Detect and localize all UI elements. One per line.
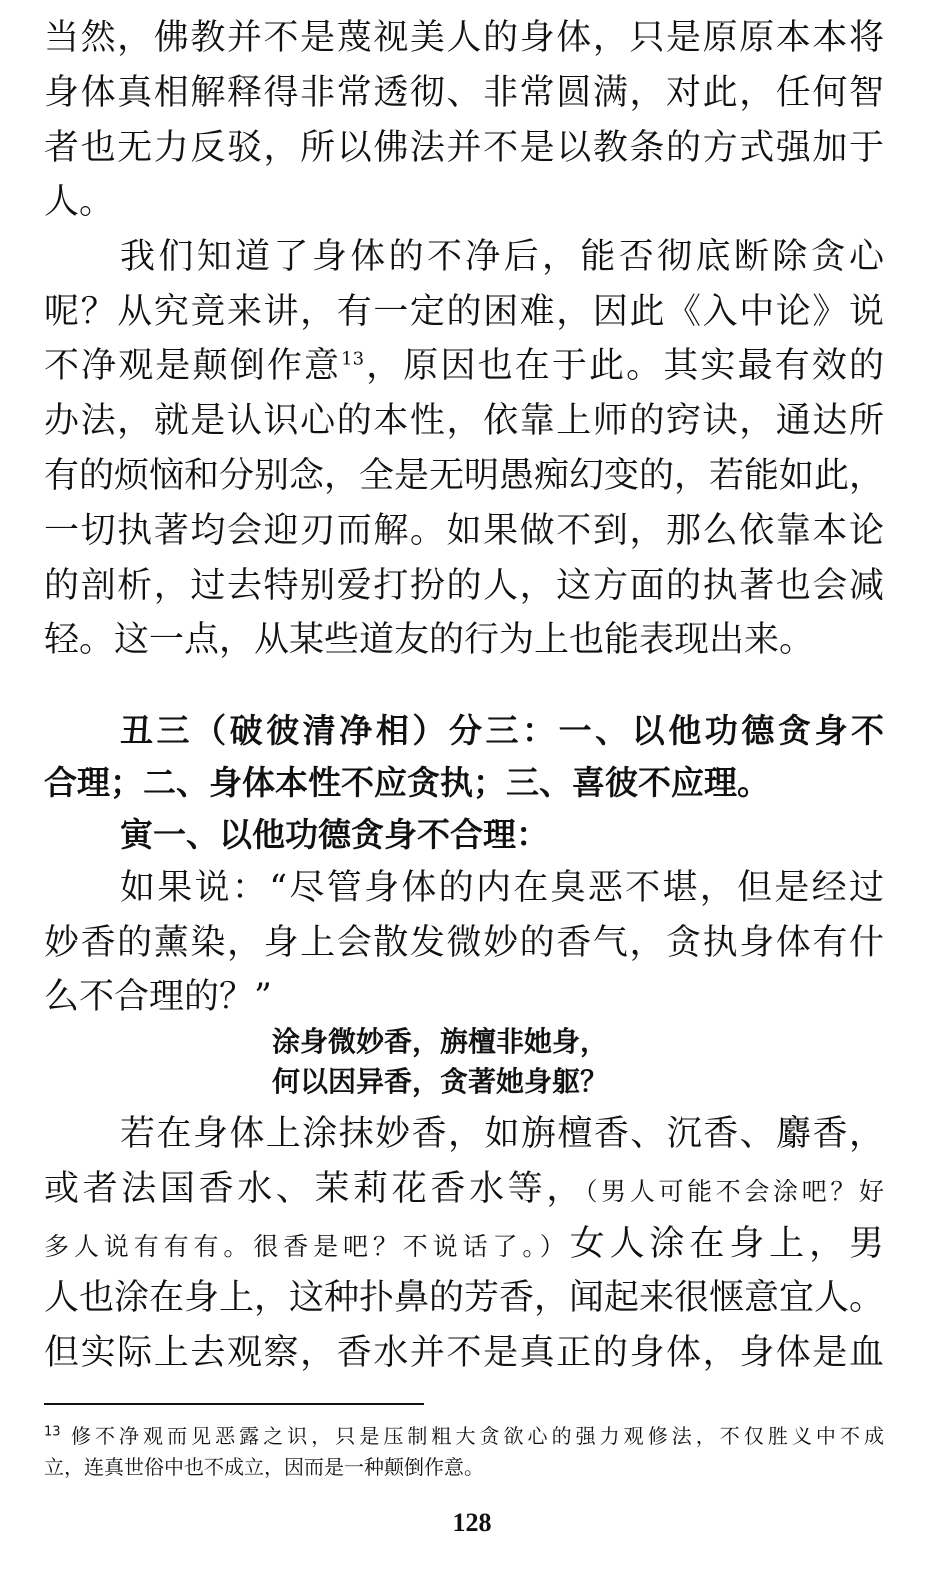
body-text-line: 轻。这一点，从某些道友的行为上也能表现出来。 [44, 620, 815, 660]
text-run: 或者法国香水、茉莉花香水等， [44, 1169, 586, 1209]
body-text-line: 者也无力反驳，所以佛法并不是以教条的方式强加于 [44, 128, 884, 168]
footnote-line [44, 1421, 884, 1451]
body-text-line: 么不合理的？” [44, 977, 272, 1017]
text-run: ，原因也在于此。其实最有效的 [364, 346, 884, 386]
spoken-aside: 多人说有有有。很香是吧？不说话了。） [44, 1232, 570, 1261]
body-text-line: 当然，佛教并不是蔑视美人的身体，只是原原本本将 [44, 18, 884, 58]
body-text-line: 身体真相解释得非常透彻、非常圆满，对此，任何智 [44, 73, 884, 113]
body-text-line [44, 1224, 884, 1264]
verse-line: 涂身微妙香，旃檀非她身， [272, 1025, 609, 1058]
body-text-line: 办法，就是认识心的本性，依靠上师的窍诀，通达所 [44, 401, 884, 441]
body-text-line: 有的烦恼和分别念，全是无明愚痴幻变的，若能如此， [44, 456, 885, 496]
body-text-line: 如果说：“尽管身体的内在臭恶不堪，但是经过 [120, 868, 884, 908]
text-run: 修不净观而见恶露之识，只是压制粗大贪欲心的强力观修法，不仅胜义中不成 [70, 1424, 884, 1448]
section-heading: 丑三（破彼清净相）分三：一、以他功德贪身不 [120, 711, 884, 750]
footnote-number: 13 [44, 1424, 61, 1440]
footnote-divider [44, 1403, 424, 1405]
subsection-heading: 寅一、以他功德贪身不合理： [120, 815, 549, 854]
body-text-line: 人。 [44, 182, 115, 222]
body-text-line [44, 1169, 884, 1209]
body-text-line: 人也涂在身上，这种扑鼻的芳香，闻起来很惬意宜人。 [44, 1278, 885, 1318]
body-text-line: 的剖析，过去特别爱打扮的人，这方面的执著也会减 [44, 566, 884, 606]
body-text-line: 呢？从究竟来讲，有一定的困难，因此《入中论》说 [44, 292, 884, 332]
body-text-line [44, 346, 884, 386]
body-text-line: 但实际上去观察，香水并不是真正的身体，身体是血 [44, 1333, 884, 1373]
text-run: 不净观是颠倒作意 [44, 346, 342, 386]
body-text-line: 若在身体上涂抹妙香，如旃檀香、沉香、麝香， [120, 1114, 884, 1154]
verse-line: 何以因异香，贪著她身躯？ [272, 1065, 609, 1098]
section-heading: 合理；二、身体本性不应贪执；三、喜彼不应理。 [44, 763, 770, 802]
spoken-aside: （男人可能不会涂吧？好 [585, 1177, 884, 1206]
page-number: 128 [452, 1508, 492, 1537]
body-text-line: 一切执著均会迎刃而解。如果做不到，那么依靠本论 [44, 511, 884, 551]
body-text-line: 我们知道了身体的不净后，能否彻底断除贪心 [120, 237, 884, 277]
body-text-line: 妙香的薰染，身上会散发微妙的香气，贪执身体有什 [44, 923, 884, 963]
text-run: 女人涂在身上，男 [569, 1224, 884, 1264]
footnote-reference: 13 [341, 348, 365, 370]
footnote-line: 立，连真世俗中也不成立，因而是一种颠倒作意。 [44, 1455, 484, 1479]
